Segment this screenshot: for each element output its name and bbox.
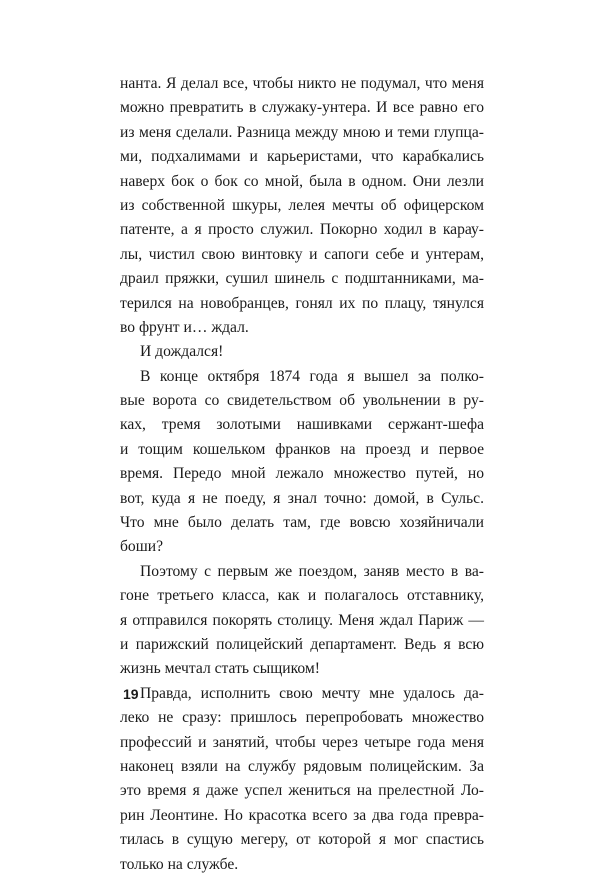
text-line: драил пряжки, сушил шинель с подштанниками, ма- (120, 270, 484, 288)
text-line: наконец взяли на службу рядовым полицейским. За (120, 757, 484, 775)
text-line: жизнь мечтал стать сыщиком! (120, 660, 320, 678)
text-line: время. Передо мной лежало множество путей, но (120, 465, 484, 483)
text-line: это время я даже успел жениться на прелестной Ло- (120, 782, 484, 800)
text-line: из собственной шкуры, лелея мечты об офицерском (120, 196, 484, 214)
text-line: Правда, исполнить свою мечту мне удалось да- (140, 684, 484, 702)
text-line: можно превратить в служаку-унтера. И все равно его (120, 99, 484, 117)
text-line: и тощим кошельком франков на проезд и первое (120, 440, 484, 458)
text-line: я отправился покорять столицу. Меня ждал Париж — (120, 611, 484, 629)
text-line: только на службе. (120, 855, 239, 873)
text-line: В конце октября 1874 года я вышел за полко- (140, 367, 484, 385)
body-text (120, 72, 484, 877)
text-line: терился на новобранцев, гонял их по плацу, тянулся (120, 294, 484, 312)
text-line: во фрунт и… ждал. (120, 318, 249, 336)
text-line: вые ворота со свидетельством об увольнении в ру- (120, 392, 484, 410)
text-line: леко не сразу: пришлось перепробовать множество (120, 709, 484, 727)
text-line: из меня сделали. Разница между мною и теми глупца- (120, 123, 484, 141)
text-line: профессий и занятий, чтобы через четыре года меня (120, 733, 484, 751)
text-line: лы, чистил свою винтовку и сапоги себе и унтерам, (120, 245, 484, 263)
text-line: Что мне было делать там, где вовсю хозяйничали (120, 514, 484, 532)
text-line: боши? (120, 538, 164, 556)
text-line: И дождался! (140, 343, 224, 361)
text-line: ках, тремя золотыми нашивками сержант-шефа (120, 416, 484, 434)
text-line: наверх бок о бок со мной, была в одном. Они лезли (120, 172, 484, 190)
text-line: вот, куда я не поеду, я знал точно: домой, в Сульс. (120, 489, 484, 507)
text-line: тилась в сущую мегеру, от которой я мог спастись (120, 831, 484, 849)
text-line: гоне третьего класса, как и полагалось отставнику, (120, 587, 484, 605)
text-line: Поэтому с первым же поездом, заняв место в ва- (140, 562, 484, 580)
text-line: рин Леонтине. Но красотка всего за два года превра- (120, 806, 484, 824)
page-number: 19 (123, 686, 139, 702)
text-line: ми, подхалимами и карьеристами, что карабкались (120, 148, 484, 166)
text-line: нанта. Я делал все, чтобы никто не подумал, что меня (120, 75, 484, 92)
text-line: патенте, а я просто служил. Покорно ходил в карау- (120, 221, 484, 239)
text-line: и парижский полицейский департамент. Ведь я всю (120, 635, 484, 653)
